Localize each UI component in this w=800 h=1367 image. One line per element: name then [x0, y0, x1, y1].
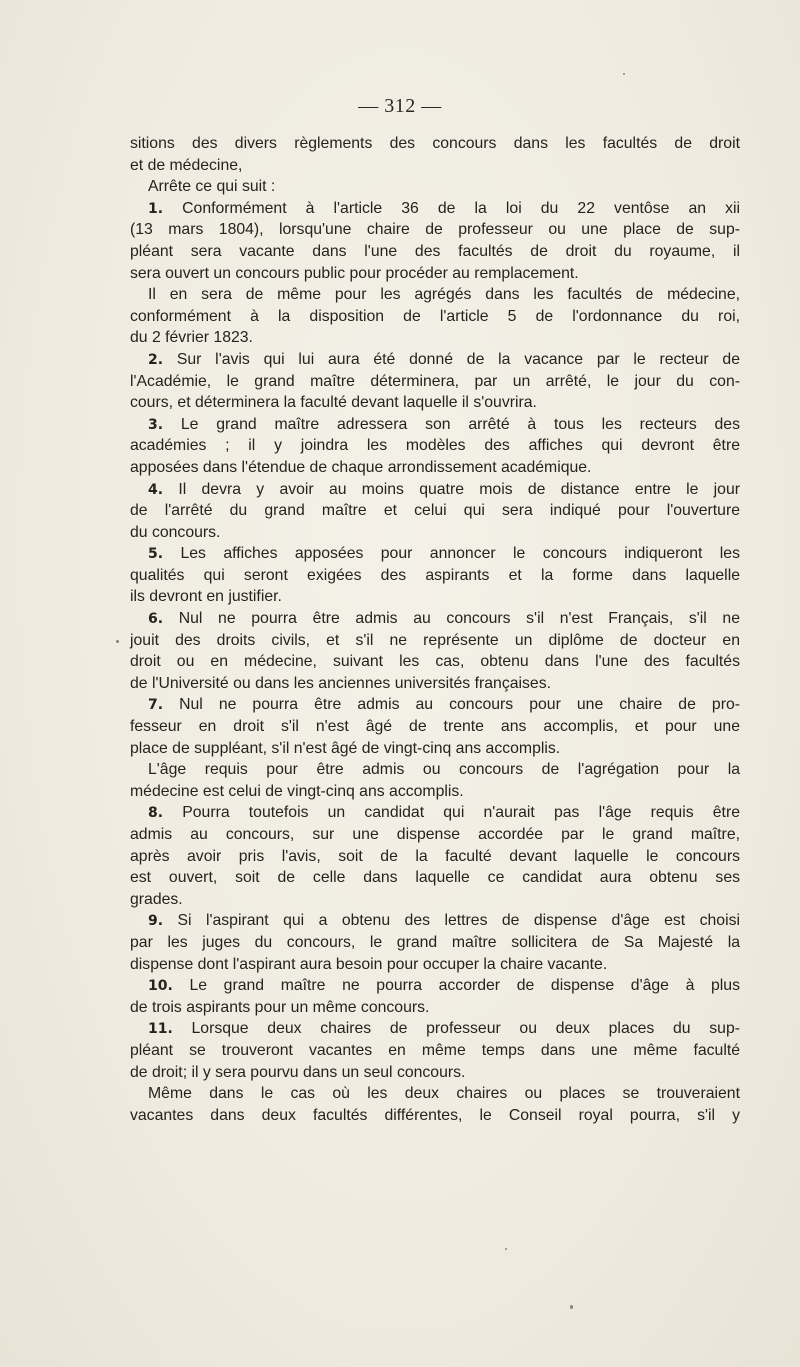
line-text: Nul ne pourra être admis au concours pour une chaire de pro-	[163, 696, 740, 714]
line-text: dispense dont l'aspirant aura besoin pour occuper la chaire vacante.	[130, 955, 608, 973]
article-number: 8.	[148, 805, 164, 822]
text-line	[130, 694, 740, 716]
text-line	[130, 954, 740, 976]
line-text: droit ou en médecine, suivant les cas, obtenu dans l'une des facultés	[130, 653, 740, 671]
text-line	[130, 522, 740, 544]
line-text: est ouvert, soit de celle dans laquelle ce candidat aura obtenu ses	[130, 869, 740, 887]
text-line	[130, 284, 740, 306]
text-line	[130, 1062, 740, 1084]
article-number: 11.	[148, 1021, 173, 1038]
text-line	[130, 1018, 740, 1040]
line-text: Le grand maître ne pourra accorder de dispense d'âge à plus	[172, 977, 740, 995]
text-line	[130, 198, 740, 220]
text-line	[130, 133, 740, 155]
text-line	[130, 543, 740, 565]
line-text: qualités qui seront exigées des aspirants et la forme dans laquelle	[130, 566, 740, 584]
line-text: place de suppléant, s'il n'est âgé de vingt-cinq ans accomplis.	[130, 739, 561, 757]
text-line	[130, 932, 740, 954]
line-text: sitions des divers règlements des concours dans les facultés de droit	[130, 135, 740, 152]
paper-speck	[116, 640, 119, 643]
line-text: l'Académie, le grand maître déterminera, par un arrêté, le jour du con-	[130, 372, 740, 390]
text-line	[130, 176, 740, 198]
line-text: académies ; il y joindra les modèles des affiches qui devront être	[130, 437, 740, 455]
text-line	[130, 565, 740, 587]
text-line	[130, 219, 740, 241]
line-text: admis au concours, sur une dispense accordée par le grand maître,	[130, 826, 740, 843]
text-line	[130, 414, 740, 436]
article-number: 7.	[148, 697, 164, 714]
paper-speck	[505, 1248, 507, 1250]
line-text: Pourra toutefois un candidat qui n'aurait pas l'âge requis être	[163, 804, 740, 822]
line-text: pléant sera vacante dans l'une des facultés de droit du royaume, il	[130, 242, 740, 260]
text-line	[130, 435, 740, 457]
line-text: de droit; il y sera pourvu dans un seul concours.	[130, 1063, 466, 1081]
text-line	[130, 586, 740, 608]
line-text: de l'Université ou dans les anciennes universités françaises.	[130, 674, 551, 692]
line-text: Les affiches apposées pour annoncer le concours indiqueront les	[163, 545, 740, 563]
line-text: Même dans le cas où les deux chaires ou places se trouveraient	[148, 1085, 740, 1103]
line-text: conformément à la disposition de l'article 5 de l'ordonnance du roi,	[130, 307, 740, 325]
text-line	[130, 824, 740, 846]
line-text: Il en sera de même pour les agrégés dans les facultés de médecine,	[148, 286, 740, 304]
line-text: apposées dans l'étendue de chaque arrondissement académique.	[130, 458, 592, 476]
text-line	[130, 997, 740, 1019]
page-number: — 312 —	[358, 95, 442, 117]
paper-speck	[570, 1305, 573, 1309]
text-line	[130, 263, 740, 285]
line-text: après avoir pris l'avis, soit de la faculté devant laquelle le concours	[130, 847, 740, 865]
line-text: médecine est celui de vingt-cinq ans accomplis.	[130, 782, 464, 800]
line-text: Nul ne pourra être admis au concours s'il n'est Français, s'il ne	[163, 610, 740, 628]
line-text: du concours.	[130, 523, 221, 541]
article-number: 9.	[148, 913, 164, 930]
line-text: de trois aspirants pour un même concours.	[130, 998, 430, 1016]
text-line	[130, 630, 740, 652]
text-line	[130, 457, 740, 479]
text-line	[130, 500, 740, 522]
paper-speck	[623, 73, 625, 75]
article-number: 4.	[148, 481, 164, 498]
line-text: par les juges du concours, le grand maître sollicitera de Sa Majesté la	[130, 933, 740, 951]
body-text	[130, 133, 740, 1126]
text-line	[130, 759, 740, 781]
text-line	[130, 1040, 740, 1062]
text-line	[130, 1105, 740, 1127]
line-text: Arrête ce qui suit :	[148, 178, 276, 196]
article-number: 1.	[148, 200, 164, 217]
line-text: Si l'aspirant qui a obtenu des lettres de dispense d'âge est choisi	[163, 912, 740, 930]
line-text: pléant se trouveront vacantes en même temps dans une même faculté	[130, 1041, 740, 1059]
text-line	[130, 392, 740, 414]
text-line	[130, 673, 740, 695]
line-text: cours, et déterminera la faculté devant laquelle il s'ouvrira.	[130, 394, 537, 412]
line-text: du 2 février 1823.	[130, 329, 253, 347]
line-text: de l'arrêté du grand maître et celui qui sera indiqué pour l'ouverture	[130, 502, 740, 520]
line-text: (13 mars 1804), lorsqu'une chaire de professeur ou une place de sup-	[130, 221, 740, 239]
line-text: ils devront en justifier.	[130, 588, 282, 606]
text-line	[130, 802, 740, 824]
text-line	[130, 349, 740, 371]
line-text: Le grand maître adressera son arrêté à tous les recteurs des	[163, 415, 740, 433]
line-text: Conformément à l'article 36 de la loi du 22 ventôse an xii	[163, 199, 740, 217]
text-line	[130, 1083, 740, 1105]
line-text: Sur l'avis qui lui aura été donné de la vacance par le recteur de	[163, 350, 740, 368]
line-text: sera ouvert un concours public pour procéder au remplacement.	[130, 264, 579, 282]
article-number: 2.	[148, 351, 164, 368]
line-text: Lorsque deux chaires de professeur ou deux places du sup-	[172, 1020, 740, 1038]
line-text: jouit des droits civils, et s'il ne représente un diplôme de docteur en	[130, 631, 740, 649]
line-text: vacantes dans deux facultés différentes, le Conseil royal pourra, s'il y	[130, 1106, 740, 1124]
line-text: L'âge requis pour être admis ou concours de l'agrégation pour la	[148, 761, 740, 779]
line-text: et de médecine,	[130, 156, 243, 174]
text-line	[130, 327, 740, 349]
article-number: 3.	[148, 416, 164, 433]
text-line	[130, 241, 740, 263]
article-number: 6.	[148, 611, 164, 628]
text-line	[130, 479, 740, 501]
text-line	[130, 371, 740, 393]
article-number: 5.	[148, 546, 164, 563]
line-text: Il devra y avoir au moins quatre mois de distance entre le jour	[163, 480, 740, 498]
text-line	[130, 910, 740, 932]
line-text: grades.	[130, 890, 183, 908]
text-line	[130, 716, 740, 738]
article-number: 10.	[148, 978, 173, 995]
text-line	[130, 781, 740, 803]
line-text: fesseur en droit s'il n'est âgé de trente ans accomplis, et pour une	[130, 718, 740, 736]
text-line	[130, 975, 740, 997]
text-line	[130, 846, 740, 868]
text-line	[130, 651, 740, 673]
text-line	[130, 608, 740, 630]
text-line	[130, 738, 740, 760]
text-line	[130, 306, 740, 328]
text-line	[130, 889, 740, 911]
text-line	[130, 867, 740, 889]
text-line	[130, 155, 740, 177]
